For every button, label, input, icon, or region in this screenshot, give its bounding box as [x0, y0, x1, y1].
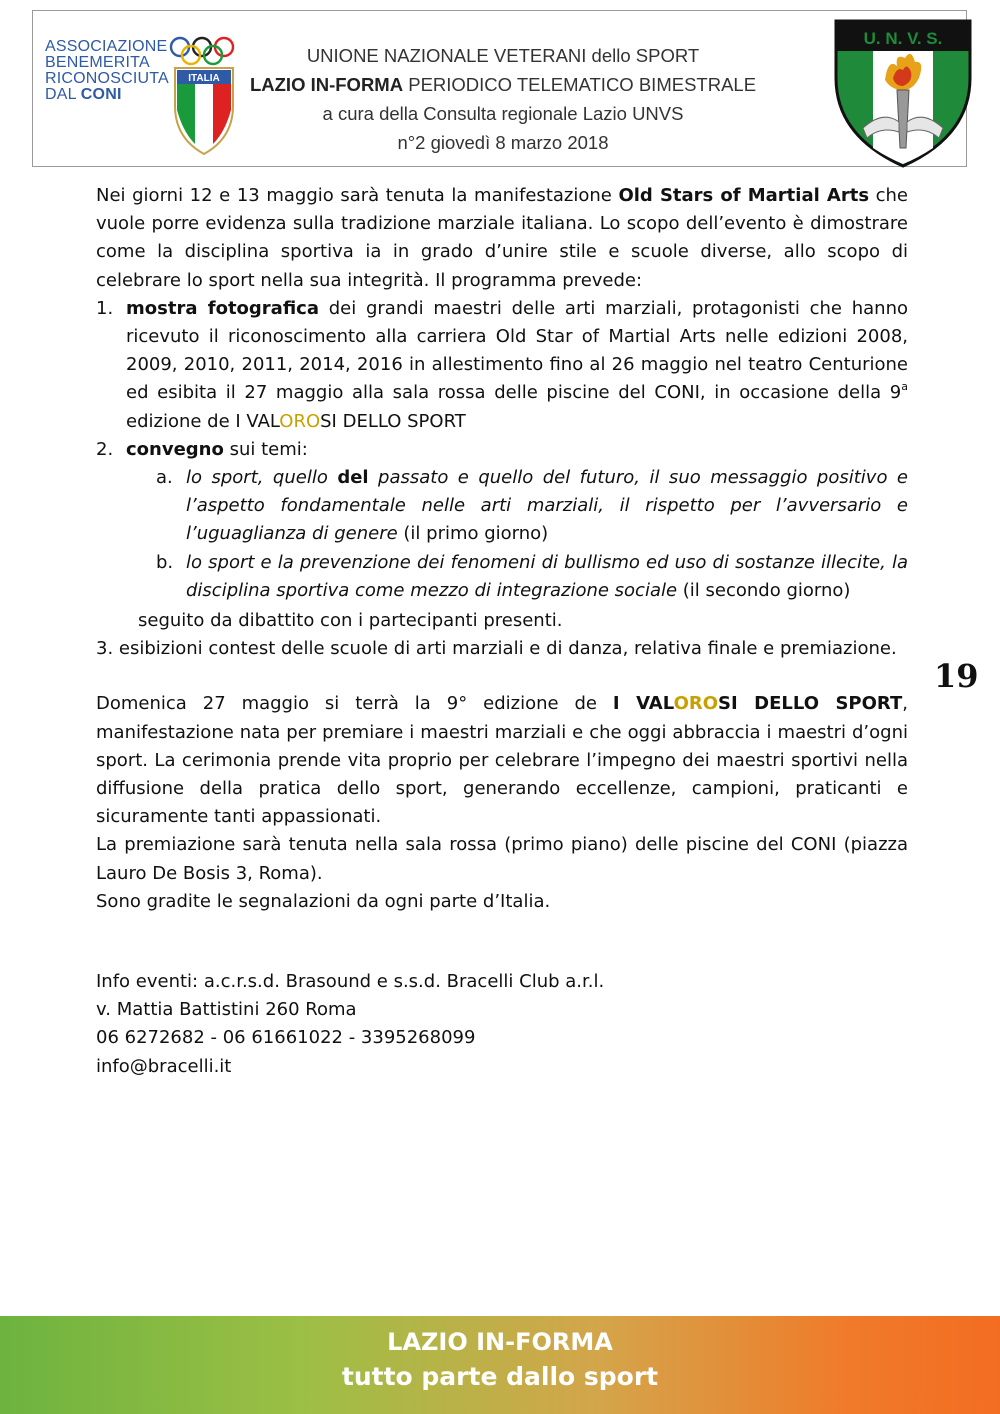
- program-item-2: 2. convegno sui temi:: [96, 436, 908, 464]
- reports-paragraph: Sono gradite le segnalazioni da ogni parte d’Italia.: [96, 890, 551, 912]
- header-line-4: n°2 giovedì 8 marzo 2018: [397, 132, 609, 153]
- valorosi-paragraph: Domenica 27 maggio si terrà la 9° edizione de I VALOROSI DELLO SPORT, manifestazione nata per premiare i maestri marziali e che oggi abbraccia i maestri d’ogni sport. La cerimonia prende vita proprio per celebrare l’impegno dei maestri sportivi nella diffusione della pratica dello sport, generando eccellenze, campioni, praticanti e sicuramente tanti appassionati.: [96, 693, 908, 828]
- phone-line: 06 6272682 - 06 61661022 - 3395268099: [96, 1027, 476, 1049]
- oro-highlight: ORO: [279, 410, 321, 432]
- page-footer: [0, 1316, 1000, 1414]
- coni-line-1: ASSOCIAZIONE: [45, 38, 168, 55]
- subitem-letter: b.: [156, 551, 174, 573]
- header-line-1: UNIONE NAZIONALE VETERANI dello SPORT: [306, 45, 700, 66]
- header-line-2: [233, 70, 773, 99]
- coni-association-text: [45, 39, 169, 103]
- page-header: [32, 10, 967, 167]
- header-line-3: a cura della Consulta regionale Lazio UNVS: [322, 103, 684, 124]
- publication-type: PERIODICO TELEMATICO BIMESTRALE: [403, 74, 757, 95]
- valorosi-title: I VALOROSI DELLO SPORT: [612, 693, 903, 715]
- superscript: a: [901, 380, 908, 394]
- svg-text:ITALIA: ITALIA: [188, 73, 220, 84]
- program-item-1: 1. mostra fotografica dei grandi maestri delle arti marziali, protagonisti che hanno ricevuto il riconoscimento alla carriera Old Star of Martial Arts nelle edizioni 2008, 2009, 2010, 2011, 2014, 2016 in allestimento fino al 26 maggio nel teatro Centurione ed esibita il 27 maggio alla sala rossa delle piscine del CONI, in occasione della 9$^a$ edizione de I VALOROSI DELLO SPORT: [96, 295, 908, 436]
- contact-info: [96, 968, 908, 1081]
- coni-bold: CONI: [80, 86, 122, 103]
- item-number: 1.: [96, 297, 114, 319]
- svg-text:U. N. V. S.: U. N. V. S.: [863, 29, 943, 48]
- coni-line-2: BENEMERITA: [45, 54, 150, 71]
- program-subitem-b: b. lo sport e la prevenzione dei fenomeni di bullismo ed uso di sostanze illecite, la disciplina sportiva come mezzo di integrazione sociale (il secondo giorno): [96, 549, 908, 605]
- subitem-letter: a.: [156, 467, 173, 489]
- address-line: v. Mattia Battistini 260 Roma: [96, 999, 357, 1021]
- article-body: [96, 182, 908, 1081]
- follow-up-note: seguito da dibattito con i partecipanti presenti.: [138, 610, 563, 632]
- publication-name: LAZIO IN-FORMA: [249, 74, 404, 95]
- header-titles: [233, 41, 773, 157]
- info-line: Info eventi: a.c.r.s.d. Brasound e s.s.d. Bracelli Club a.r.l.: [96, 971, 605, 993]
- email-link[interactable]: info@bracelli.it: [96, 1055, 232, 1077]
- footer-title: LAZIO IN-FORMA: [387, 1328, 613, 1356]
- page-number: 19: [934, 657, 979, 695]
- olympic-rings-icon: [168, 36, 238, 66]
- program-item-3: 3. esibizioni contest delle scuole di arti marziali e di danza, relativa finale e premiazione.: [96, 638, 897, 660]
- footer-subtitle: tutto parte dallo sport: [341, 1362, 659, 1391]
- italia-shield-icon: [173, 66, 235, 156]
- coni-logo: [45, 36, 245, 156]
- location-paragraph: La premiazione sarà tenuta nella sala rossa (primo piano) delle piscine del CONI (piazza Lauro De Bosis 3, Roma).: [96, 834, 908, 884]
- item-number: 2.: [96, 438, 114, 460]
- program-subitem-a: a. lo sport, quello del passato e quello del futuro, il suo messaggio positivo e l’aspetto fondamentale nelle arti marziali, il rispetto per l’avversario e l’uguaglianza di genere (il primo giorno): [96, 464, 908, 549]
- item-title: convegno: [126, 438, 224, 460]
- intro-paragraph: Nei giorni 12 e 13 maggio sarà tenuta la manifestazione Old Stars of Martial Arts che vuole porre evidenza sulla tradizione marziale italiana. Lo scopo dell’evento è dimostrare come la disciplina sportiva ia in grado d’unire stile e scuole diverse, allo scopo di celebrare lo sport nella sua integrità. Il programma prevede:: [96, 185, 909, 291]
- item-title: mostra fotografica: [126, 297, 319, 319]
- unvs-shield-logo: [833, 18, 973, 168]
- coni-line-4: DAL CONI: [45, 86, 122, 103]
- coni-line-3: RICONOSCIUTA: [45, 70, 169, 87]
- event-name: Old Stars of Martial Arts: [618, 185, 870, 206]
